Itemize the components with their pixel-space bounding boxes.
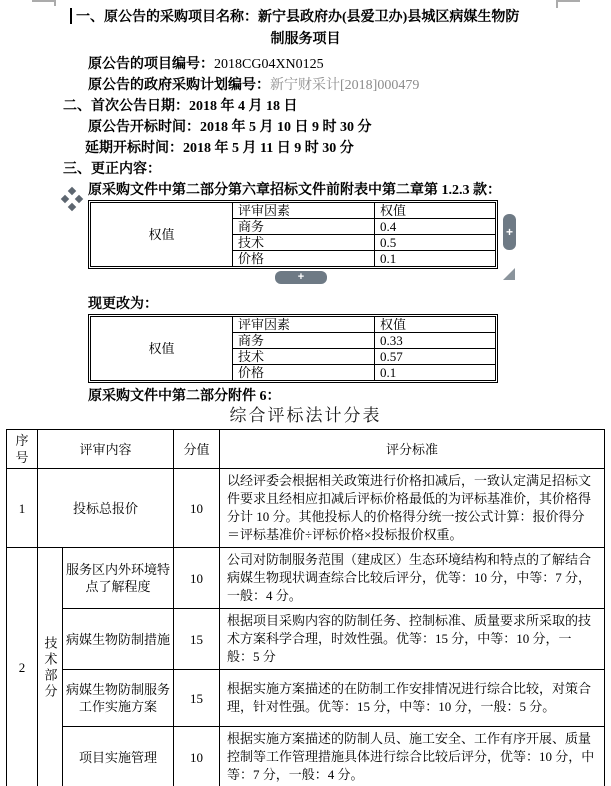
score-table-title: 综合评标法计分表 <box>229 406 382 425</box>
weight-table-revised-header-factor: 评审因素 <box>233 317 375 333</box>
crop-mark-top-right-tick <box>556 0 558 8</box>
correction-heading: 三、更正内容： <box>63 162 161 177</box>
revised-line: 现更改为： <box>88 297 158 312</box>
review-content-cell: 病媒生物防制措施 <box>63 609 174 670</box>
plan-number-label: 原公告的政府采购计划编号： <box>88 78 270 93</box>
project-number-label: 原公告的项目编号： <box>88 57 214 72</box>
row-number: 2 <box>7 548 38 786</box>
table-cell: 0.33 <box>375 333 496 349</box>
weight-table-original-header-weight: 权值 <box>375 203 496 219</box>
review-content-cell: 病媒生物防制服务工作实施方案 <box>63 670 174 727</box>
criteria-cell: 公司对防制服务范围（建成区）生态环境结构和特点的了解结合病媒生物现状调查综合比较后评分，优等：10 分，中等：7 分，一般：4 分。 <box>220 548 605 609</box>
row-number: 1 <box>7 469 38 548</box>
score-table-header-content: 评审内容 <box>38 430 174 469</box>
add-column-button[interactable]: + <box>503 214 516 250</box>
score-cell: 10 <box>174 548 220 609</box>
weight-table-revised-header-weight: 权值 <box>375 317 496 333</box>
weight-table-original <box>88 200 498 269</box>
crop-mark-top-left <box>32 0 56 2</box>
score-cell: 15 <box>174 609 220 670</box>
criteria-cell: 根据实施方案描述的在防制工作安排情况进行综合比较，对策合理，针对性强。优等：15 分，中等：10 分，一般：5 分。 <box>220 670 605 727</box>
weight-table-original-header-factor: 评审因素 <box>233 203 375 219</box>
table-cell: 0.5 <box>375 235 496 251</box>
criteria-cell: 以经评委会根据相关政策进行价格扣减后，一致认定满足招标文件要求且经相应扣减后评标价格最低的为评标基准价，其价格得分计 10 分。其他投标人的价格得分统一按公式计算：报价得分＝评标基准价÷评标价格×投标报价权重。 <box>220 469 605 548</box>
review-content-cell: 服务区内外环境特点了解程度 <box>63 548 174 609</box>
score-table-header-score: 分值 <box>174 430 220 469</box>
score-table-header-no: 序号 <box>7 430 38 469</box>
score-cell: 15 <box>174 670 220 727</box>
original-clause-line: 原采购文件中第二部分第六章招标文件前附表中第二章第 1.2.3 款： <box>88 183 501 198</box>
score-table <box>6 429 605 786</box>
plan-number-value: 新宁财采计[2018]000479 <box>270 78 420 93</box>
table-cell: 0.4 <box>375 219 496 235</box>
score-cell: 10 <box>174 469 220 548</box>
crop-mark-top-right <box>556 0 580 2</box>
table-move-handle-icon[interactable] <box>62 188 82 210</box>
first-announce-date-line: 二、首次公告日期：2018 年 4 月 18 日 <box>63 99 298 114</box>
text-caret <box>70 8 72 24</box>
plan-number-line <box>88 75 419 96</box>
original-open-time-line: 原公告开标时间：2018 年 5 月 10 日 9 时 30 分 <box>88 120 372 135</box>
crop-mark-top-left-tick <box>54 0 56 6</box>
weight-table-original-merged-label: 权值 <box>91 203 233 267</box>
table-cell: 价格 <box>233 251 375 267</box>
table-resize-handle[interactable] <box>503 268 515 280</box>
review-content-cell: 投标总报价 <box>38 469 174 548</box>
criteria-cell: 根据项目采购内容的防制任务、控制标准、质量要求所采取的技术方案科学合理，时效性强。优等：15 分，中等：10 分，一般：5 分 <box>220 609 605 670</box>
attachment-line: 原采购文件中第二部分附件 6： <box>88 389 281 404</box>
add-row-button[interactable]: + <box>275 271 327 284</box>
score-cell: 10 <box>174 727 220 786</box>
project-number-line <box>88 54 324 75</box>
table-cell: 技术 <box>233 235 375 251</box>
table-cell: 0.1 <box>375 251 496 267</box>
table-cell: 技术 <box>233 349 375 365</box>
heading-line1: 一、原公告的采购项目名称：新宁县政府办(县爱卫办)县城区病媒生物防 <box>76 10 520 25</box>
weight-table-revised-merged-label: 权值 <box>91 317 233 381</box>
table-cell: 价格 <box>233 365 375 381</box>
heading-line2: 制服务项目 <box>270 32 341 47</box>
score-table-header-criteria: 评分标准 <box>220 430 605 469</box>
group-label-technical: 技术部分 <box>38 548 63 786</box>
table-cell: 0.1 <box>375 365 496 381</box>
weight-table-revised <box>88 314 498 383</box>
table-cell: 商务 <box>233 219 375 235</box>
project-number-value: 2018CG04XN0125 <box>214 57 324 72</box>
table-cell: 商务 <box>233 333 375 349</box>
criteria-cell: 根据实施方案描述的防制人员、施工安全、工作有序开展、质量控制等工作管理措施具体进行综合比较后评分，优等：10 分，中等：7 分，一般：4 分。 <box>220 727 605 786</box>
review-content-cell: 项目实施管理 <box>63 727 174 786</box>
table-cell: 0.57 <box>375 349 496 365</box>
delayed-open-time-line: 延期开标时间：2018 年 5 月 11 日 9 时 30 分 <box>85 141 354 156</box>
